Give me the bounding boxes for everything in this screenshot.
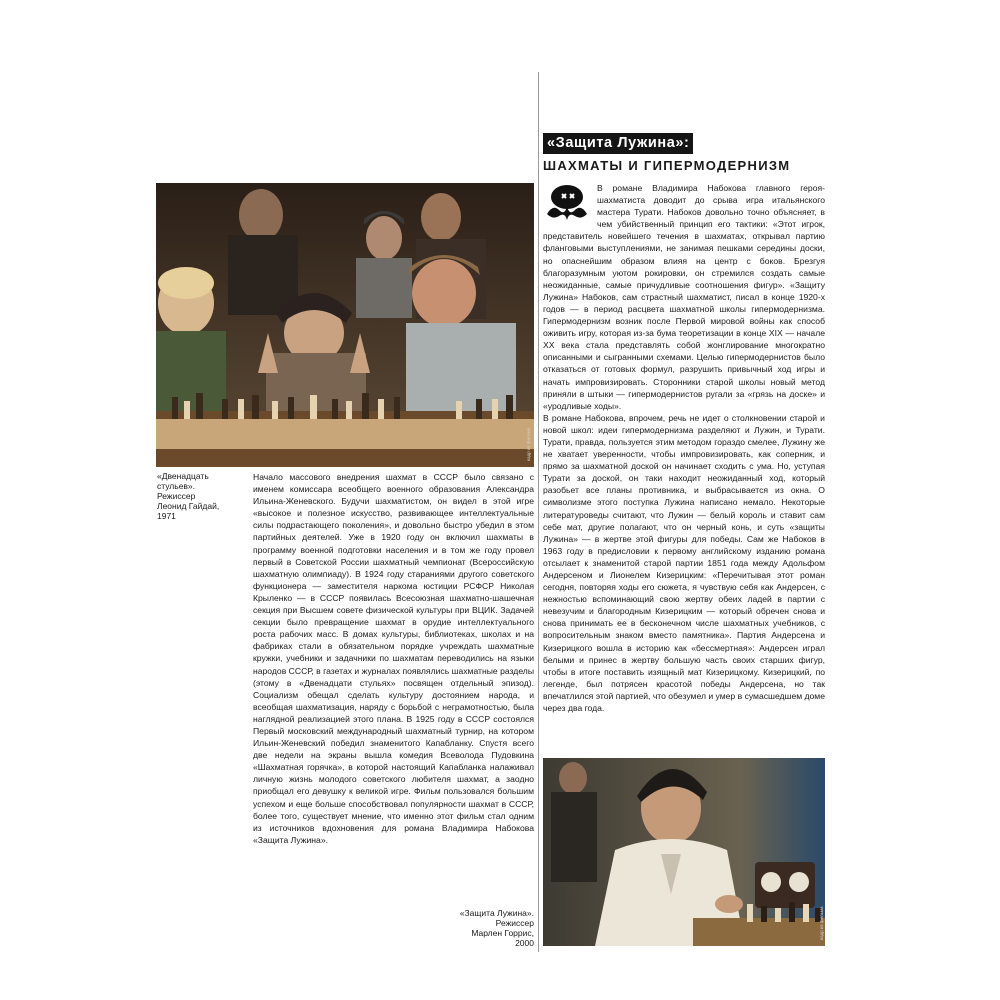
- section-header: [543, 133, 833, 174]
- article-body-right: [543, 182, 825, 714]
- photo-credit: кадр из фильма: [819, 906, 824, 940]
- photo-credit: кадр из фильма: [526, 427, 531, 461]
- column-divider: [538, 72, 539, 952]
- paragraph: В романе Набокова, впрочем, речь не идет о столкновении старой и новой школ: идеи гипермодернизма разделяют и Лужин, и Турати. Турати, правда, пользуется этим методом гораздо смелее, Лужину же не хватает уверенности, чтобы импровизировать, как соперник, и прямо за шахматной доской он начинает сходить с ума. Но, уступая Турати за доской, он таки находит неожиданный ход, который разобьет все планы противника, и выбрасывается из окна. О символизме этого поступка Лужина написано немало. Некоторые литературоведы считают, что Лужин — белый король и ставит сам себе мат, другие полагают, что он черный конь, и суть «защиты Лужина» — в жертве этой фигуры для победы. Сам же Набоков в 1963 году в предисловии к первому английскому изданию романа отсылает к знаменитой старой партии 1851 года между Адольфом Андерсеном и Лионелем Кизерицким: «Перечитывая этот роман сегодня, повторяя ходы его сюжета, я чувствую себя как Андерсен, с нежностью вспоминающий свою жертву обеих ладей в партии с невезучим и благородным Кизерицким — который обречен снова и снова принимать ее в бесконечном числе шахматных учебников, с вопросительным знаком вместо памятника». Партия Андерсена и Кизерицкого вошла в историю как «бессмертная»: Андерсен играл белыми и принес в жертву большую часть своих старших фигур, чтобы в итоге поставить изящный мат Кизерицкому. Кизерицкий, по легенде, был потрясен красотой победы Андерсена, но так впечатлился этой партией, что обезумел и умер в сумасшедшем доме через два года.: [543, 412, 825, 714]
- film-still-twelve-chairs: [156, 183, 534, 467]
- section-title: «Защита Лужина»:: [543, 133, 693, 154]
- photo-caption: «Двенадцать стульев». Режиссер Леонид Гайдай, 1971: [157, 471, 220, 521]
- paragraph: В романе Владимира Набокова главного героя-шахматиста доводит до срыва игра итальянского мастера Турати. Набоков довольно точно объясняет, в чем убийственный принцип его тактики: «Этот игрок, представитель новейшего течения в шахматах, открывал партию фланговыми выступлениями, не занимая пешками середины доски, но опаснейшим образом влияя на центр с боков. Брезгуя благоразумным уютом рокировки, он стремился создать самые неожиданные, самые причудливые соотношения фигур». «Защиту Лужина» Набоков, сам страстный шахматист, писал в конце 1920-х годов — в период расцвета шахматной школы гипермодернизма. Гипермодернизм возник после Первой мировой войны как способ оживить игру, которая из-за бума теоретизации в конце XIX — начале XX века стала представлять собой жонглирование многократно описанными и сыгранными схемами. Целью гипермодернистов было отказаться от готовых формул, разрушить привычный ход игры и начать импровизировать. Сторонники старой школы новый метод приняли в штыки — гипермодернистов ругали за «грязь на доске» и «уродливые ходы».: [543, 183, 825, 411]
- paragraph: Начало массового внедрения шахмат в СССР было связано с именем комиссара всеобщего военного образования Александра Ильина-Женевского. Будучи шахматистом, он видел в этой игре «высокое и полезное искусство, развивающее интеллектуальные силы подрастающего поколения», и довольно быстро убедил в этом партийных деятелей. Уже в 1920 году он включил шахматы в программу военной подготовки населения и в том же году провел первый в Советской России шахматный чемпионат (Всероссийскую шахматную олимпиаду). В 1924 году стараниями другого советского функционера — заместителя наркома юстиции РСФСР Николая Крыленко — в СССР появилась Всесоюзная шахматно-шашечная секция при Высшем совете физической культуры при ВЦИК. Задачей секции было превращение шахмат в орудие интеллектуального роста рабочих масс. В домах культуры, библиотеках, школах и на фабриках стали в обязательном порядке учреждать шахматные кружки, учебники и задачники по шахматам переводились на языки народов СССР, в газетах и журналах появлялись шахматные разделы (этому в «Двенадцати стульях» посвящен отдельный эпизод). Социализм обещал сделать культуру достоянием народа, и всеобщая шахматизация, наряду с борьбой с неграмотностью, была наглядной реализацией этого плана. В 1925 году в СССР состоялся Первый московский международный шахматный турнир, на котором Ильин-Женевский победил знаменитого Капабланку. Спустя всего две недели на экраны вышла комедия Всеволода Пудовкина «Шахматная горячка», в которой настоящий Капабланка налаживал личную жизнь молодого советского любителя шахмат, а заодно приобщал его девушку к великой игре. Фильм пользовался большим успехом и еще больше способствовал популярности шахмат в СССР, более того, существует мнение, что именно этот фильм стал одним из источников вдохновения для романа Владимира Набокова «Защита Лужина».: [253, 472, 534, 845]
- photo-caption: «Защита Лужина». Режиссер Марлен Горрис, 2000: [459, 908, 534, 948]
- section-subtitle: ШАХМАТЫ И ГИПЕРМОДЕРНИЗМ: [543, 158, 791, 173]
- octopus-icon: [543, 184, 591, 224]
- article-body-left: [253, 471, 534, 846]
- film-still-luzhin-defence: [543, 758, 825, 946]
